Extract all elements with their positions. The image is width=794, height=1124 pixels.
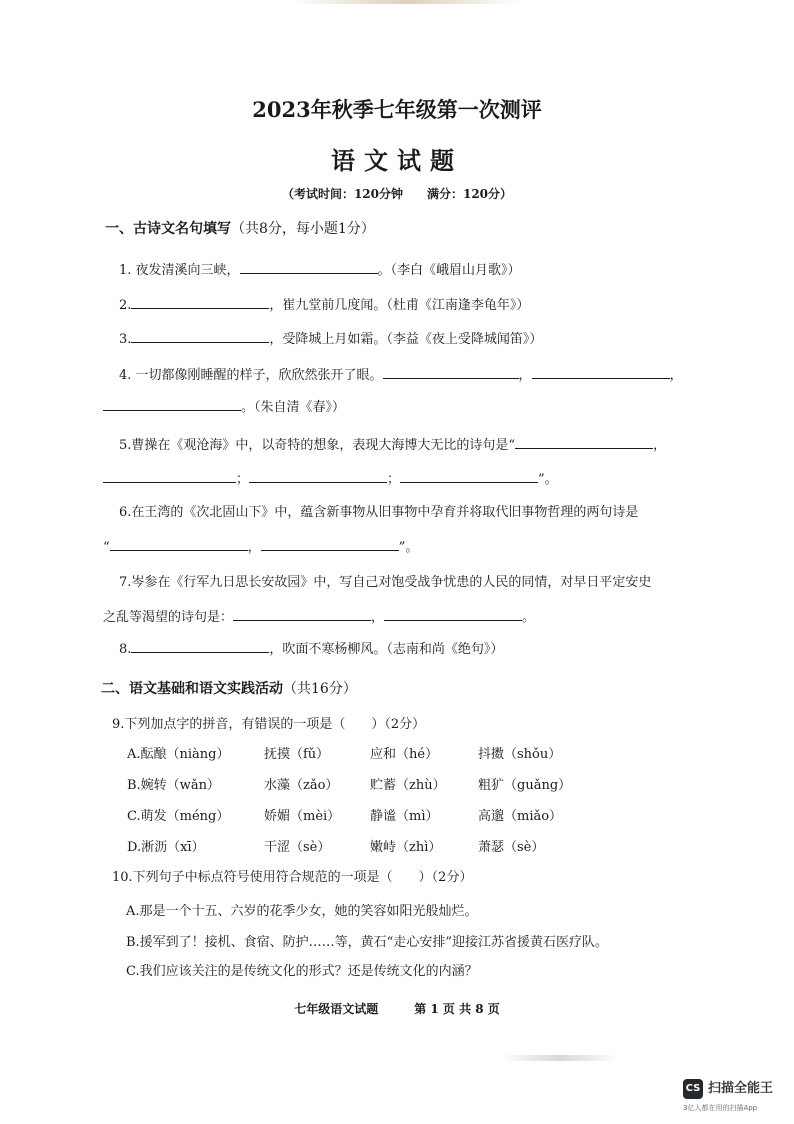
section-2-title: 二、语文基础和语文实践活动: [101, 681, 283, 697]
q10-option-c: C.我们应该关注的是传统文化的形式？还是传统文化的内涵？: [126, 964, 478, 979]
page-footer: 七年级语文试题 第 1 页 共 8 页: [294, 1002, 500, 1016]
q9-option-a-item: 应和（hé）: [370, 747, 439, 762]
semicolon: ；: [236, 472, 250, 487]
comma: ，: [669, 368, 683, 383]
q9-option-d-item: 嫩峙（zhì）: [370, 840, 442, 855]
section-2-heading: [101, 679, 357, 699]
semicolon: ；: [387, 472, 401, 487]
section-1-note: （共8分，每小题1分）: [231, 221, 375, 237]
q9-option-a-item: 抖擞（shǒu）: [478, 747, 562, 762]
scan-edge-top: [292, 0, 522, 4]
answer-blank[interactable]: [249, 470, 387, 483]
section-2-note: （共16分）: [283, 681, 357, 697]
q9-option-b-item: 水藻（zǎo）: [264, 778, 339, 793]
answer-blank[interactable]: [131, 330, 269, 343]
question-10-stem: 10.下列句子中标点符号使用符合规范的一项是（ ）（2分）: [112, 870, 473, 885]
comma: ，: [518, 368, 532, 383]
q9-option-c-item: 娇媚（mèi）: [264, 809, 341, 824]
answer-blank[interactable]: [261, 538, 399, 551]
subject-title: 语文试题: [331, 146, 463, 175]
period: 。: [522, 610, 536, 625]
question-5: [119, 436, 666, 455]
question-7-text: 之乱等渴望的诗句是：: [103, 610, 234, 625]
q10-option-b: B.援军到了！接机、食宿、防护……等，黄石“走心安排”迎接江苏省援黄石医疗队。: [126, 935, 608, 950]
answer-blank[interactable]: [384, 608, 522, 621]
q9-option-a-item: 抚摸（fǔ）: [264, 747, 330, 762]
question-1-text: 1. 夜发清溪向三峡，: [119, 263, 240, 278]
camscanner-logo-icon: CS: [683, 1079, 703, 1099]
q9-option-d-item: 萧瑟（sè）: [478, 840, 545, 855]
q9-option-c-item: 高邈（miǎo）: [478, 809, 563, 824]
closing-quote: ”。: [538, 472, 558, 487]
question-3-number: 3.: [119, 332, 132, 347]
question-1: [119, 261, 521, 280]
question-2: [119, 296, 529, 315]
q9-option-b-item: 粗犷（guǎng）: [478, 778, 572, 793]
question-9-stem: 9.下列加点字的拼音，有错误的一项是（ ）（2分）: [112, 717, 426, 732]
answer-blank[interactable]: [103, 398, 241, 411]
exam-meta: （考试时间：120分钟 满分：120分）: [281, 187, 513, 201]
answer-blank[interactable]: [131, 640, 269, 653]
scan-smudge-bottom: [500, 1055, 620, 1061]
watermark-app-name: 扫描全能王: [708, 1081, 774, 1096]
question-1-source: 。（李白《峨眉山月歌》）: [377, 263, 521, 278]
question-5-text: 5.曹操在《观沧海》中，以奇特的想象，表现大海博大无比的诗句是“: [119, 438, 516, 453]
answer-blank[interactable]: [131, 296, 269, 309]
question-6: 6.在王湾的《次北固山下》中，蕴含新事物从旧事物中孕育并将取代旧事物哲理的两句诗是: [119, 505, 639, 520]
section-1-heading: [105, 219, 375, 239]
closing-quote: ”。: [398, 540, 419, 555]
answer-blank[interactable]: [103, 470, 236, 483]
answer-blank[interactable]: [240, 261, 378, 274]
question-3: [119, 330, 542, 349]
question-8: [119, 640, 503, 659]
question-8-text: ，吹面不寒杨柳风。（志南和尚《绝句》）: [269, 642, 504, 657]
question-2-text: ，崔九堂前几度闻。（杜甫《江南逢李龟年》）: [269, 298, 530, 313]
question-5-line-2: [103, 470, 558, 489]
q9-option-d: D.淅沥（xī）: [127, 840, 205, 855]
section-1-title: 一、古诗文名句填写: [105, 221, 231, 237]
question-4-line-2: [103, 398, 345, 417]
answer-blank[interactable]: [110, 538, 248, 551]
comma: ，: [247, 540, 261, 555]
q9-option-c: C.萌发（méng）: [127, 809, 230, 824]
answer-blank[interactable]: [515, 436, 653, 449]
question-4-source: 。（朱自清《春》）: [241, 400, 346, 415]
question-4-text: 4. 一切都像刚睡醒的样子，欣欣然张开了眼。: [119, 368, 383, 383]
watermark-tagline: 3亿人都在用的扫描App: [683, 1104, 758, 1112]
q9-option-b-item: 贮蓄（zhù）: [370, 778, 446, 793]
question-7-line-2: [103, 608, 535, 627]
q9-option-b: B.婉转（wǎn）: [127, 778, 220, 793]
question-2-number: 2.: [119, 298, 132, 313]
question-3-text: ，受降城上月如霜。（李益《夜上受降城闻笛》）: [269, 332, 543, 347]
q9-option-a: A.酝酿（niàng）: [127, 747, 230, 762]
answer-blank[interactable]: [233, 608, 371, 621]
answer-blank[interactable]: [532, 366, 670, 379]
answer-blank[interactable]: [383, 366, 519, 379]
q9-option-d-item: 干涩（sè）: [264, 840, 331, 855]
question-8-number: 8.: [119, 642, 132, 657]
opening-quote: “: [103, 540, 110, 555]
question-4: [119, 366, 683, 385]
answer-blank[interactable]: [400, 470, 538, 483]
q9-option-c-item: 静谧（mì）: [370, 809, 439, 824]
question-7: 7.岑参在《行军九日思长安故园》中，写自己对饱受战争忧患的人民的同情，对早日平定安史: [119, 575, 652, 590]
exam-title: 2023年秋季七年级第一次测评: [252, 97, 542, 122]
question-6-line-2: [103, 538, 418, 557]
comma: ，: [371, 610, 385, 625]
q10-option-a: A.那是一个十五、六岁的花季少女，她的笑容如阳光般灿烂。: [126, 904, 478, 919]
comma: ，: [653, 438, 667, 453]
